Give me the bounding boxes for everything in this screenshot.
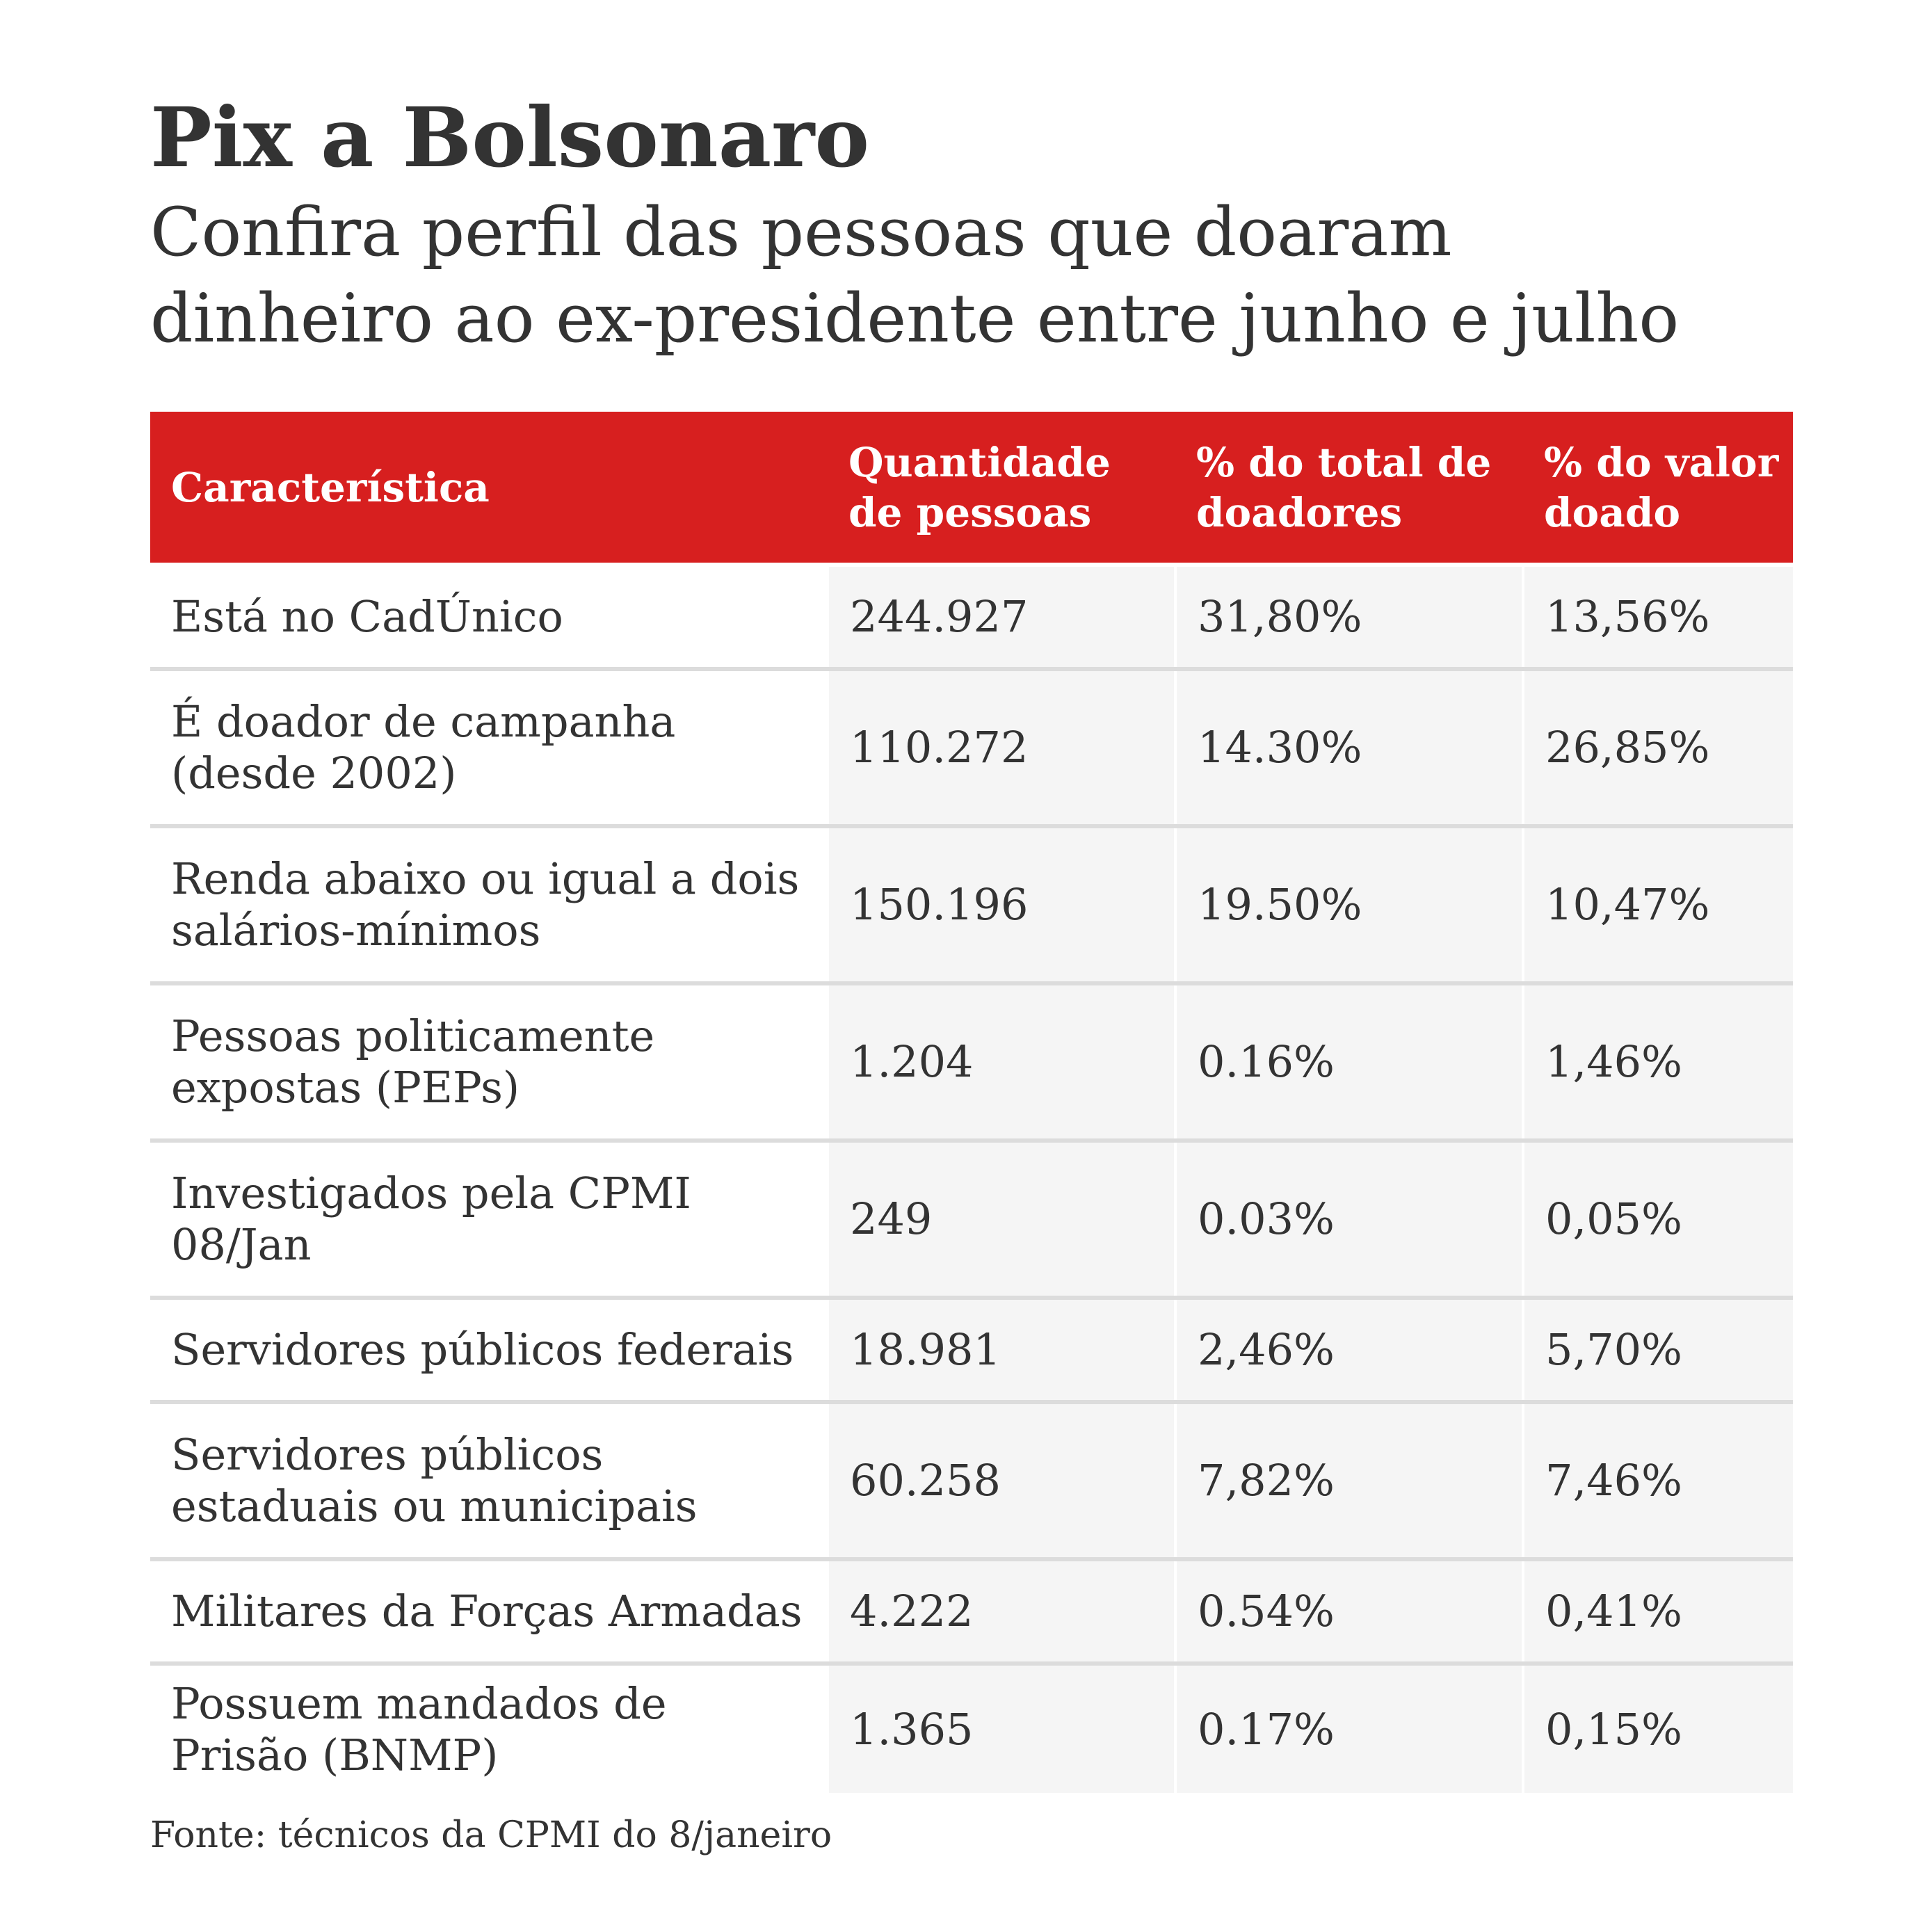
row-percent-donors: 0.03% xyxy=(1175,1141,1523,1298)
row-percent-value: 5,70% xyxy=(1523,1298,1793,1402)
row-label: Militares da Forças Armadas xyxy=(150,1559,828,1664)
table-row xyxy=(150,1402,1793,1559)
row-quantity: 1.204 xyxy=(828,983,1175,1141)
table-header-row xyxy=(150,412,1793,565)
donor-profile-table xyxy=(150,412,1793,1793)
page-title: Pix a Bolsonaro xyxy=(150,89,870,186)
row-quantity: 249 xyxy=(828,1141,1175,1298)
row-percent-donors: 0.17% xyxy=(1175,1664,1523,1793)
row-percent-donors: 0.16% xyxy=(1175,983,1523,1141)
subtitle-line: Confira perfil das pessoas que doaram xyxy=(150,193,1452,271)
row-label: Renda abaixo ou igual a dois salários-mínimos xyxy=(150,826,828,983)
row-percent-value: 10,47% xyxy=(1523,826,1793,983)
row-percent-donors: 0.54% xyxy=(1175,1559,1523,1664)
row-quantity: 110.272 xyxy=(828,669,1175,826)
row-percent-donors: 19.50% xyxy=(1175,826,1523,983)
row-label: Está no CadÚnico xyxy=(150,565,828,669)
row-percent-value: 1,46% xyxy=(1523,983,1793,1141)
table-row xyxy=(150,1664,1793,1793)
row-quantity: 1.365 xyxy=(828,1664,1175,1793)
row-percent-value: 7,46% xyxy=(1523,1402,1793,1559)
column-header-percent-value: % do valor doado xyxy=(1523,412,1793,565)
table-row xyxy=(150,826,1793,983)
row-quantity: 60.258 xyxy=(828,1402,1175,1559)
row-percent-value: 13,56% xyxy=(1523,565,1793,669)
row-percent-value: 0,15% xyxy=(1523,1664,1793,1793)
row-percent-donors: 2,46% xyxy=(1175,1298,1523,1402)
row-percent-value: 0,41% xyxy=(1523,1559,1793,1664)
row-quantity: 4.222 xyxy=(828,1559,1175,1664)
source-note: Fonte: técnicos da CPMI do 8/janeiro xyxy=(150,1814,832,1856)
table-row xyxy=(150,1141,1793,1298)
table-row xyxy=(150,1559,1793,1664)
row-percent-donors: 7,82% xyxy=(1175,1402,1523,1559)
subtitle-line: dinheiro ao ex-presidente entre junho e julho xyxy=(150,280,1680,357)
table-row xyxy=(150,669,1793,826)
row-percent-donors: 31,80% xyxy=(1175,565,1523,669)
table-row xyxy=(150,1298,1793,1402)
page-subtitle xyxy=(150,189,1819,362)
row-percent-donors: 14.30% xyxy=(1175,669,1523,826)
row-label: É doador de campanha (desde 2002) xyxy=(150,669,828,826)
row-percent-value: 0,05% xyxy=(1523,1141,1793,1298)
table-body xyxy=(150,565,1793,1793)
table-row xyxy=(150,565,1793,669)
row-quantity: 18.981 xyxy=(828,1298,1175,1402)
column-header-characteristic: Característica xyxy=(150,412,828,565)
column-header-percent-donors: % do total de doadores xyxy=(1175,412,1523,565)
row-quantity: 244.927 xyxy=(828,565,1175,669)
row-quantity: 150.196 xyxy=(828,826,1175,983)
row-label: Investigados pela CPMI 08/Jan xyxy=(150,1141,828,1298)
row-label: Possuem mandados de Prisão (BNMP) xyxy=(150,1664,828,1793)
row-label: Servidores públicos estaduais ou municipais xyxy=(150,1402,828,1559)
row-percent-value: 26,85% xyxy=(1523,669,1793,826)
row-label: Servidores públicos federais xyxy=(150,1298,828,1402)
column-header-quantity: Quantidade de pessoas xyxy=(828,412,1175,565)
table-row xyxy=(150,983,1793,1141)
row-label: Pessoas politicamente expostas (PEPs) xyxy=(150,983,828,1141)
